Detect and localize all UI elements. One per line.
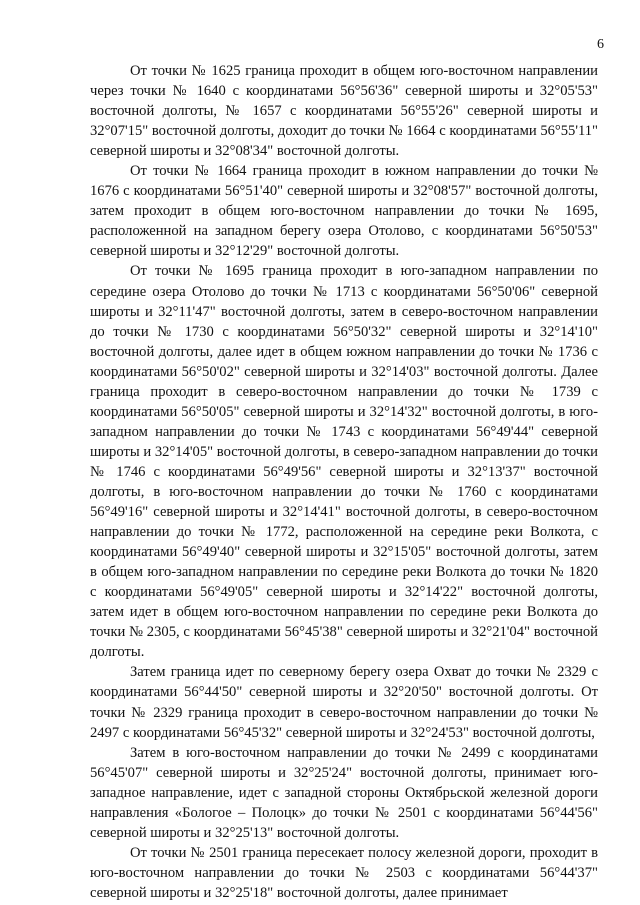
paragraph-4: Затем граница идет по северному берегу озера Охват до точки № 2329 с координатами 56°44'50" северной широты и 32°20'50" восточной долготы. От точки № 2329 граница проходит в северо-восточном направлении до точки № 2497 с координатами 56°45'32" северной широты и 32°24'53" восточной долготы, (90, 664, 598, 741)
document-body (90, 61, 598, 903)
page-number: 6 (597, 37, 604, 52)
paragraph-1: От точки № 1625 граница проходит в общем юго-восточном направлении через точки № 1640 с координатами 56°56'36" северной широты и 32°05'53" восточной долготы, № 1657 с координатами 56°55'26" северной широты и 32°07'15" восточной долготы, доходит до точки № 1664 с координатами 56°55'11" северной широты и 32°08'34" восточной долготы. (90, 63, 598, 160)
paragraph-3: От точки № 1695 граница проходит в юго-западном направлении по середине озера Отолово до точки № 1713 с координатами 56°50'06" северной широты и 32°11'47" восточной долготы, затем в северо-восточном направлении до точки № 1730 с координатами 56°50'32" северной широты и 32°14'10" восточной долготы, далее идет в общем южном направлении до точки № 1736 с координатами 56°50'02" северной широты и 32°14'03" восточной долготы. Далее граница проходит в северо-восточном направлении до точки № 1739 с координатами 56°50'05" северной широты и 32°14'32" восточной долготы, в юго-западном направлении до точки № 1743 с координатами 56°49'44" северной широты и 32°14'05" восточной долготы, в северо-западном направлении до точки № 1746 с координатами 56°49'56" северной широты и 32°13'37" восточной долготы, в юго-восточном направлении до точки № 1760 с координатами 56°49'16" северной широты и 32°14'41" восточной долготы, в северо-восточном направлении до точки № 1772, расположенной на середине реки Волкота, с координатами 56°49'40" северной широты и 32°15'05" восточной долготы, затем в общем юго-западном направлении по середине реки Волкота до точки № 1820 с координатами 56°49'05" северной широты и 32°14'22" восточной долготы, затем идет в общем юго-восточном направлении по середине реки Волкота до точки № 2305, с координатами 56°45'38" северной широты и 32°21'04" восточной долготы. (90, 263, 598, 661)
paragraph-6: От точки № 2501 граница пересекает полосу железной дороги, проходит в юго-восточном направлении до точки № 2503 с координатами 56°44'37" северной широты и 32°25'18" восточной долготы, далее принимает (90, 844, 598, 901)
paragraph-5: Затем в юго-восточном направлении до точки № 2499 с координатами 56°45'07" северной широты и 32°25'24" восточной долготы, принимает юго-западное направление, идет с западной стороны Октябрьской железной дороги направления «Бологое – Полоцк» до точки № 2501 с координатами 56°44'56" северной широты и 32°25'13" восточной долготы. (90, 744, 598, 841)
paragraph-2: От точки № 1664 граница проходит в южном направлении до точки № 1676 с координатами 56°51'40" северной широты и 32°08'57" восточной долготы, затем проходит в общем юго-восточном направлении до точки № 1695, расположенной на западном берегу озера Отолово, с координатами 56°50'53" северной широты и 32°12'29" восточной долготы. (90, 163, 598, 260)
